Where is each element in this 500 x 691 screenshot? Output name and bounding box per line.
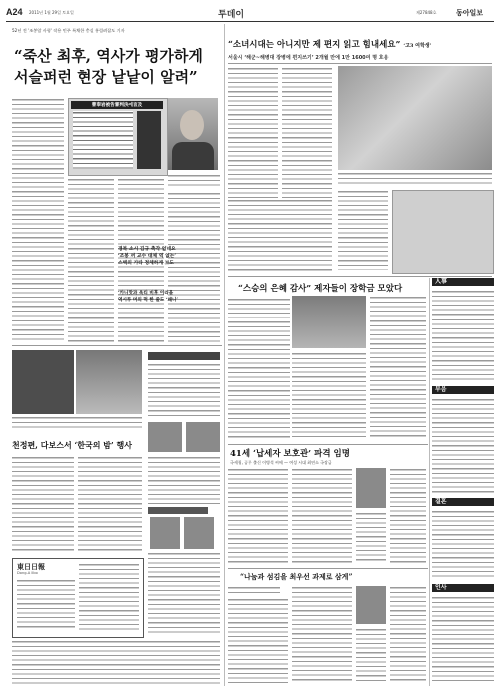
quote-portrait — [356, 586, 386, 624]
portrait-suit — [172, 142, 214, 170]
event-photo-1 — [12, 350, 74, 414]
thumb-photo-a — [148, 422, 182, 452]
right-column-body-2 — [432, 398, 494, 494]
portrait-face — [180, 110, 204, 140]
lead-body-col1 — [12, 98, 64, 343]
thumb-photo-d — [184, 517, 214, 549]
youngest-portrait — [356, 468, 386, 508]
snsd-body-col2 — [282, 67, 332, 199]
quote-headline: “나눔과 섬김을 최우선 과제로 삼게” — [240, 572, 353, 581]
thumb-photo-b — [186, 422, 220, 452]
sub-story-title-3: 스벽의 가타 정체하게 보도 — [118, 260, 174, 266]
scholarship-body-col2 — [292, 352, 366, 440]
masthead — [6, 6, 494, 20]
davos-body-col1 — [12, 456, 74, 554]
mid-left-title-b — [148, 507, 208, 514]
thumb-photo-c — [150, 517, 180, 549]
bottom-mid-left-body — [148, 552, 220, 636]
masthead-rule — [6, 21, 494, 22]
sub-story-title-2: ‘조봉 꺼 교수 대체 역 없는’ — [118, 253, 177, 259]
paper-name: 동아일보 — [456, 8, 484, 17]
quote-body-col3 — [390, 586, 426, 684]
scholarship-subhead — [228, 298, 290, 318]
right-column-header-2: 부음 — [432, 386, 494, 394]
scholarship-headline: “스승의 은혜 감사” 제자들이 장학금 모았다 — [238, 284, 403, 294]
snsd-headline-main: “소녀시대는 아니지만 제 편지 읽고 힘내세요” — [228, 40, 401, 50]
divider-youngest — [228, 568, 428, 569]
ad-text-left — [17, 579, 75, 631]
lead-body-col4 — [168, 192, 220, 342]
snsd-subheadline: 서울시 ‘해군~해병대 장병에 편지쓰기’ 2개월 만에 1만 1600여 명 호응 — [228, 55, 389, 61]
lead-kicker: 52년 전 '조봉암 사형' 작용 민주 특채한 충실 홍림려잡도 기자 — [12, 28, 125, 33]
snsd-rule — [228, 63, 492, 64]
lead-portrait-photo — [168, 98, 218, 170]
page-number: A24 — [6, 7, 23, 17]
portrait-caption — [168, 174, 220, 188]
youngest-body-col1 — [228, 468, 288, 564]
snsd-body-col3 — [338, 190, 388, 270]
event-photo-caption — [12, 416, 142, 428]
davos-headline: 천정편, 다보스서 ‘한국의 밤’ 행사 — [12, 440, 132, 450]
sub-story-title-1: 경북 소시 김규 촉각 없네요 — [118, 246, 176, 252]
quote-subhead — [228, 586, 280, 594]
youngest-body-col2 — [292, 468, 352, 564]
divider-scholarship — [228, 444, 428, 445]
event-photo-2 — [76, 350, 142, 414]
youngest-body-col4 — [356, 512, 386, 564]
ad-text-right — [79, 563, 139, 631]
right-sub-title-a — [148, 352, 220, 360]
clipping-headline: 曹奉岩被告審判決에言及 — [71, 101, 163, 109]
scholarship-photo — [292, 296, 366, 348]
lead-body-col2b — [68, 178, 114, 343]
right-column-header-4: 인사 — [432, 584, 494, 592]
quote-body-col2 — [292, 586, 352, 684]
scholarship-body-col1 — [228, 320, 290, 440]
right-column-header-1: 人事 — [432, 278, 494, 286]
issue-date: 2011년 1월 29일 토요일 — [29, 10, 74, 15]
column-rule-right — [429, 278, 430, 686]
snsd-photo-caption — [338, 172, 492, 186]
right-column-body-1 — [432, 290, 494, 382]
sub-story2-title-1: ‘카니맛과 옥티 비후 이라을 — [118, 291, 174, 296]
youngest-subheadline: 국세청, 공무 출신 이병석 씨에 — 여성 시대 최연소 국장급 — [230, 460, 332, 465]
quote-body-col4 — [356, 628, 386, 684]
snsd-headline-tail: ‘고3 여학생’ — [403, 43, 432, 49]
youngest-headline: 41세 ‘납세자 보호관’ 파격 임명 — [230, 449, 350, 459]
lead-headline-line1: “죽산 최후, 역사가 평가하게 — [14, 47, 203, 65]
mid-left-body — [148, 456, 220, 504]
ad-tagline: Dong-A Ilbo — [17, 571, 38, 575]
ad-logo: 東日日報 — [17, 562, 45, 571]
advertisement — [12, 558, 144, 638]
clipping-vertical-title — [137, 111, 161, 169]
right-column-body-4 — [432, 596, 494, 684]
edition-number: 제27848호 — [416, 10, 437, 15]
quote-body-col1 — [228, 598, 288, 684]
lead-clipping-photo — [68, 98, 168, 176]
snsd-headline — [228, 38, 431, 50]
youngest-body-col3 — [390, 468, 426, 564]
snsd-body-col4 — [228, 199, 332, 271]
snsd-letters-photo — [338, 66, 492, 170]
right-column-header-3: 결혼 — [432, 498, 494, 506]
lead-headline-line2: 서슬퍼런 현장 낱낱이 알려” — [14, 68, 198, 86]
scholarship-body-col3 — [370, 296, 426, 440]
sub-story2-title-2: 역시투 머의 먹 한 줄도 ‘왜니’ — [118, 298, 179, 303]
footer-left-band — [12, 640, 220, 684]
section-title: 투데이 — [218, 9, 245, 19]
clipping-text — [73, 111, 133, 169]
right-column — [432, 276, 494, 686]
column-rule-left — [224, 24, 225, 686]
snsd-letter-image — [392, 190, 494, 274]
right-column-body-3 — [432, 510, 494, 580]
davos-body-col2 — [78, 456, 142, 554]
divider-lead — [12, 345, 222, 346]
right-sub-body-a — [148, 363, 220, 419]
snsd-body-col1 — [228, 67, 278, 199]
